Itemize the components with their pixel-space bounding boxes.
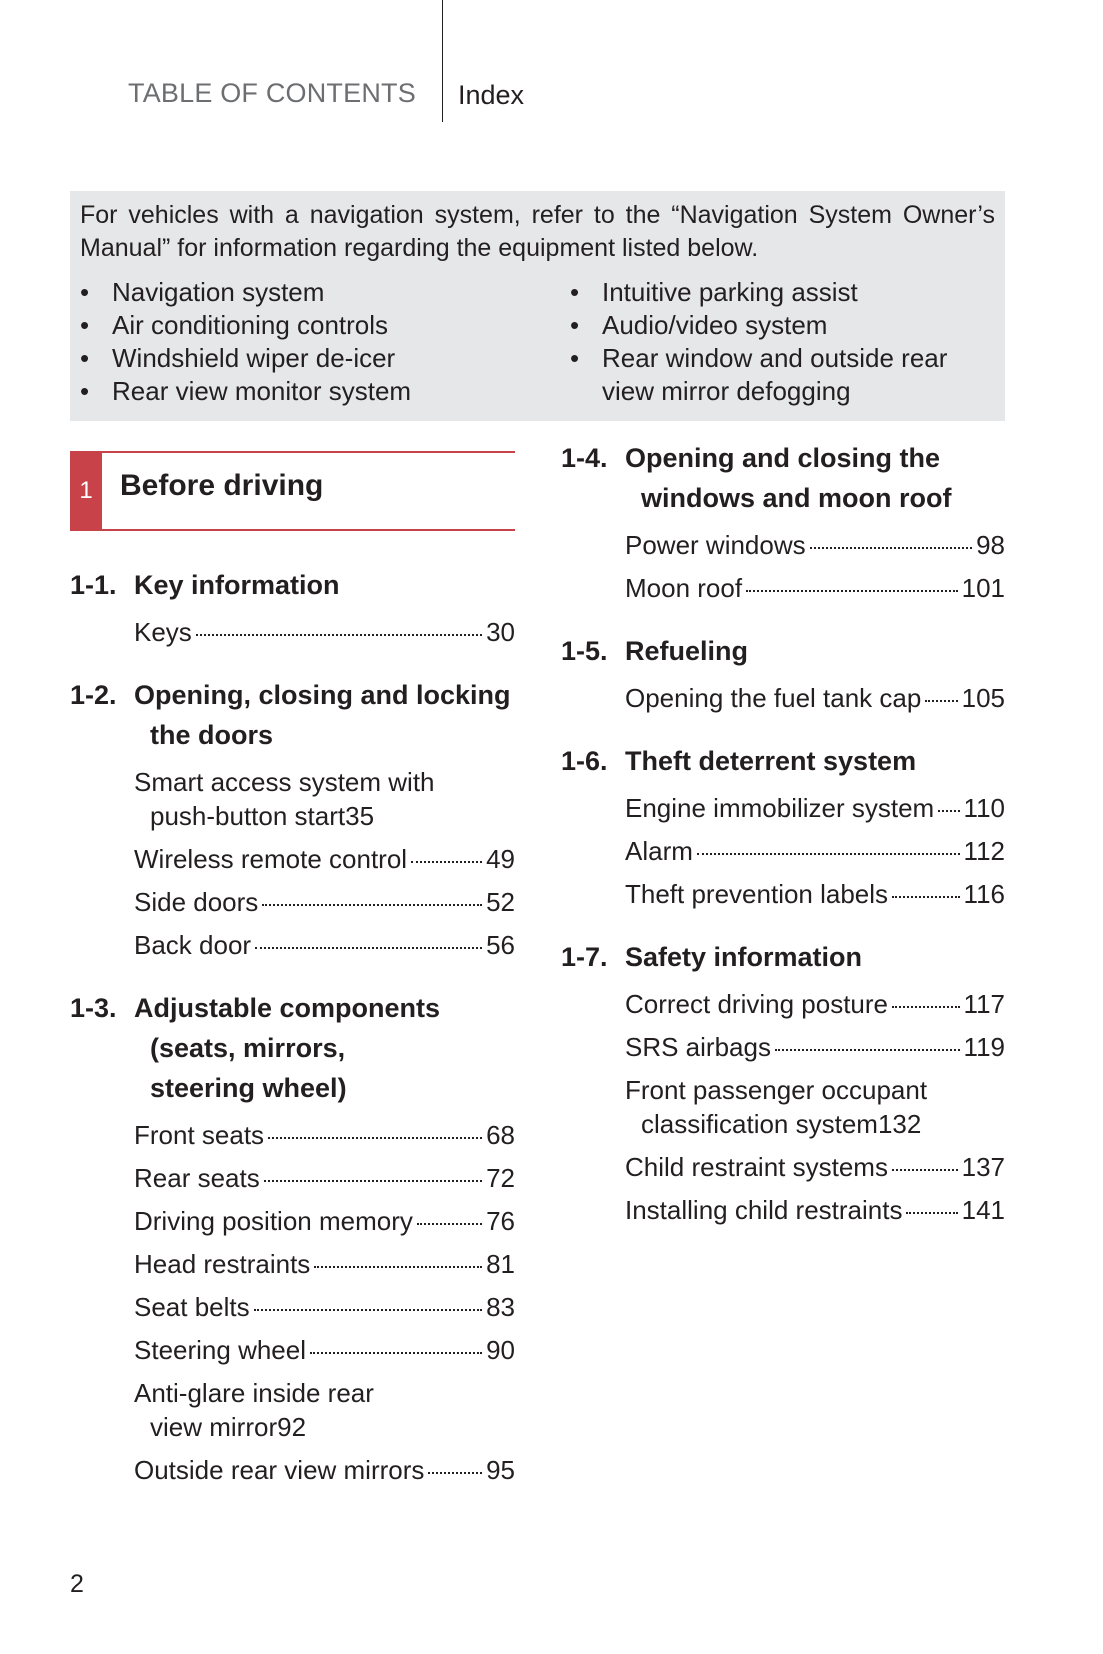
- section-1-3: [70, 988, 515, 1487]
- toc-entry[interactable]: [134, 1453, 515, 1487]
- section-title-line3: steering wheel): [150, 1073, 347, 1103]
- bullet-icon: •: [80, 376, 90, 406]
- dot-leader: [938, 810, 959, 812]
- toc-entry[interactable]: [134, 1161, 515, 1195]
- dot-leader: [925, 700, 957, 702]
- list-item: • Windshield wiper de-icer: [80, 343, 396, 373]
- list-item: • Air conditioning controls: [80, 310, 389, 340]
- dot-leader: [417, 1223, 482, 1225]
- entry-page: 98: [976, 530, 1005, 560]
- section-number: 1-5.: [561, 636, 608, 666]
- entry-label: Back door: [134, 930, 252, 960]
- tab-divider: [442, 0, 443, 122]
- section-heading[interactable]: [561, 937, 1005, 977]
- entry-page: 117: [963, 989, 1005, 1019]
- dot-leader: [310, 1352, 482, 1354]
- section-heading[interactable]: [70, 675, 515, 755]
- entry-label: Wireless remote control: [134, 844, 408, 874]
- entry-page: 90: [486, 1335, 515, 1365]
- section-title-line2: (seats, mirrors,: [150, 1033, 346, 1063]
- toc-entry[interactable]: [134, 1376, 515, 1444]
- toc-entry[interactable]: [625, 877, 1005, 911]
- notice-list-left: [80, 276, 550, 408]
- section-title-line1: Adjustable components: [134, 993, 441, 1023]
- dot-leader: [255, 947, 482, 949]
- entry-label: Child restraint systems: [625, 1152, 888, 1182]
- toc-entry[interactable]: [625, 987, 1005, 1021]
- dot-leader: [697, 853, 960, 855]
- entry-page: 105: [961, 683, 1005, 713]
- entry-label: Correct driving posture: [625, 989, 888, 1019]
- entry-page: 52: [486, 887, 515, 917]
- toc-entry[interactable]: [134, 928, 515, 962]
- entry-label: Rear seats: [134, 1163, 260, 1193]
- entry-page: 76: [486, 1206, 515, 1236]
- entry-label-line2: classification system: [641, 1109, 878, 1139]
- entry-page: 72: [486, 1163, 515, 1193]
- toc-entry[interactable]: [134, 1290, 515, 1324]
- toc-entry[interactable]: [134, 842, 515, 876]
- entry-label: Outside rear view mirrors: [134, 1455, 425, 1485]
- section-number: 1-7.: [561, 942, 608, 972]
- section-title-line2: the doors: [150, 720, 274, 750]
- entry-label-line2: view mirror: [150, 1412, 278, 1442]
- dot-leader: [775, 1049, 960, 1051]
- toc-column-left: [70, 565, 515, 1496]
- bullet-icon: •: [80, 310, 90, 340]
- toc-entry[interactable]: [625, 1150, 1005, 1184]
- dot-leader: [810, 547, 972, 549]
- toc-entry[interactable]: [134, 615, 515, 649]
- notice-list-right: [570, 276, 995, 408]
- section-title: Theft deterrent system: [625, 746, 917, 776]
- entry-label: Engine immobilizer system: [625, 793, 935, 823]
- toc-entry[interactable]: [625, 1030, 1005, 1064]
- chapter-rule-top: [102, 451, 515, 453]
- toc-entry[interactable]: [134, 1333, 515, 1367]
- entry-label: Installing child restraints: [625, 1195, 903, 1225]
- section-number: 1-3.: [70, 993, 117, 1023]
- section-1-4: [561, 438, 1005, 605]
- entry-page: 112: [963, 836, 1005, 866]
- dot-leader: [314, 1266, 482, 1268]
- section-number: 1-4.: [561, 443, 608, 473]
- chapter-header: [70, 451, 515, 531]
- entry-page: 119: [963, 1032, 1005, 1062]
- entry-page: 92: [277, 1412, 307, 1442]
- toc-entry[interactable]: [625, 528, 1005, 562]
- section-1-1: [70, 565, 515, 649]
- bullet-icon: •: [80, 277, 90, 307]
- entry-label: Seat belts: [134, 1292, 250, 1322]
- entry-page: 110: [963, 793, 1005, 823]
- section-1-7: [561, 937, 1005, 1227]
- chapter-rule-bottom: [102, 529, 515, 531]
- section-title-line2: windows and moon roof: [641, 483, 952, 513]
- list-item: • Rear window and outside rear view mirror defogging: [570, 343, 948, 406]
- list-item: • Rear view monitor system: [80, 376, 412, 406]
- entry-label: Power windows: [625, 530, 806, 560]
- entry-page: 30: [486, 617, 515, 647]
- section-heading[interactable]: [70, 565, 515, 605]
- section-1-6: [561, 741, 1005, 911]
- section-heading[interactable]: [561, 438, 1005, 518]
- section-1-5: [561, 631, 1005, 715]
- page-number: 2: [70, 1570, 84, 1598]
- tab-index[interactable]: Index: [458, 80, 525, 110]
- toc-entry[interactable]: [134, 1247, 515, 1281]
- entry-page: 141: [961, 1195, 1005, 1225]
- entry-page: 101: [961, 573, 1005, 603]
- section-heading[interactable]: [561, 631, 1005, 671]
- entry-page: 116: [963, 879, 1005, 909]
- dot-leader: [411, 861, 482, 863]
- chapter-number: 1: [70, 451, 102, 531]
- section-number: 1-2.: [70, 680, 117, 710]
- dot-leader: [262, 904, 482, 906]
- chapter-title[interactable]: Before driving: [120, 469, 324, 502]
- entry-label-line2: push-button start: [150, 801, 346, 831]
- section-number: 1-1.: [70, 570, 117, 600]
- entry-label-line1: Anti-glare inside rear: [134, 1378, 374, 1408]
- toc-entry[interactable]: [134, 1118, 515, 1152]
- dot-leader: [892, 1169, 958, 1171]
- entry-page: 132: [877, 1109, 922, 1139]
- entry-label: Driving position memory: [134, 1206, 413, 1236]
- entry-label: SRS airbags: [625, 1032, 771, 1062]
- entry-page: 83: [486, 1292, 515, 1322]
- section-1-2: [70, 675, 515, 962]
- entry-page: 68: [486, 1120, 515, 1150]
- toc-column-right: [561, 438, 1005, 1236]
- toc-entry[interactable]: [625, 1193, 1005, 1227]
- list-item: • Audio/video system: [570, 310, 828, 340]
- entry-label: Front seats: [134, 1120, 265, 1150]
- entry-page: 137: [961, 1152, 1005, 1182]
- entry-page: 35: [345, 801, 375, 831]
- section-heading[interactable]: [70, 988, 515, 1108]
- entry-page: 95: [486, 1455, 515, 1485]
- section-title-line1: Opening, closing and locking: [134, 680, 511, 710]
- toc-entry[interactable]: [625, 834, 1005, 868]
- toc-entry[interactable]: [134, 1204, 515, 1238]
- bullet-icon: •: [80, 343, 90, 373]
- section-heading[interactable]: [561, 741, 1005, 781]
- entry-label: Theft prevention labels: [625, 879, 889, 909]
- notice-text: For vehicles with a navigation system, refer to the “Navigation System Owner’s Manual” for information regarding the equipment listed below.: [80, 201, 995, 262]
- section-number: 1-6.: [561, 746, 608, 776]
- entry-label-line1: Front passenger occupant: [625, 1075, 928, 1105]
- dot-leader: [196, 634, 482, 636]
- entry-label: Moon roof: [625, 573, 743, 603]
- entry-label: Steering wheel: [134, 1335, 306, 1365]
- bullet-icon: •: [570, 277, 580, 307]
- bullet-icon: •: [570, 310, 580, 340]
- notice-box: [70, 191, 1005, 421]
- entry-label-line1: Smart access system with: [134, 767, 435, 797]
- entry-label: Alarm: [625, 836, 693, 866]
- header-tabs: [0, 0, 1103, 130]
- bullet-icon: •: [570, 343, 580, 373]
- entry-page: 49: [486, 844, 515, 874]
- entry-label: Side doors: [134, 887, 259, 917]
- dot-leader: [746, 590, 958, 592]
- section-title: Refueling: [625, 636, 749, 666]
- list-item: • Intuitive parking assist: [570, 277, 858, 307]
- toc-entry[interactable]: [134, 765, 515, 833]
- dot-leader: [892, 1006, 960, 1008]
- dot-leader: [268, 1137, 482, 1139]
- list-item: • Navigation system: [80, 277, 325, 307]
- section-title-line1: Opening and closing the: [625, 443, 941, 473]
- entry-label: Opening the fuel tank cap: [625, 683, 922, 713]
- entry-page: 81: [486, 1249, 515, 1279]
- dot-leader: [428, 1472, 482, 1474]
- toc-entry[interactable]: [625, 571, 1005, 605]
- toc-entry[interactable]: [625, 1073, 1005, 1141]
- dot-leader: [254, 1309, 482, 1311]
- toc-entry[interactable]: [134, 885, 515, 919]
- section-title: Key information: [134, 570, 340, 600]
- toc-entry[interactable]: [625, 681, 1005, 715]
- tab-table-of-contents[interactable]: TABLE OF CONTENTS: [128, 78, 416, 108]
- section-title: Safety information: [625, 942, 863, 972]
- toc-entry[interactable]: [625, 791, 1005, 825]
- entry-label: Head restraints: [134, 1249, 311, 1279]
- entry-label: Keys: [134, 617, 192, 647]
- dot-leader: [906, 1212, 957, 1214]
- dot-leader: [892, 896, 960, 898]
- entry-page: 56: [486, 930, 515, 960]
- dot-leader: [264, 1180, 482, 1182]
